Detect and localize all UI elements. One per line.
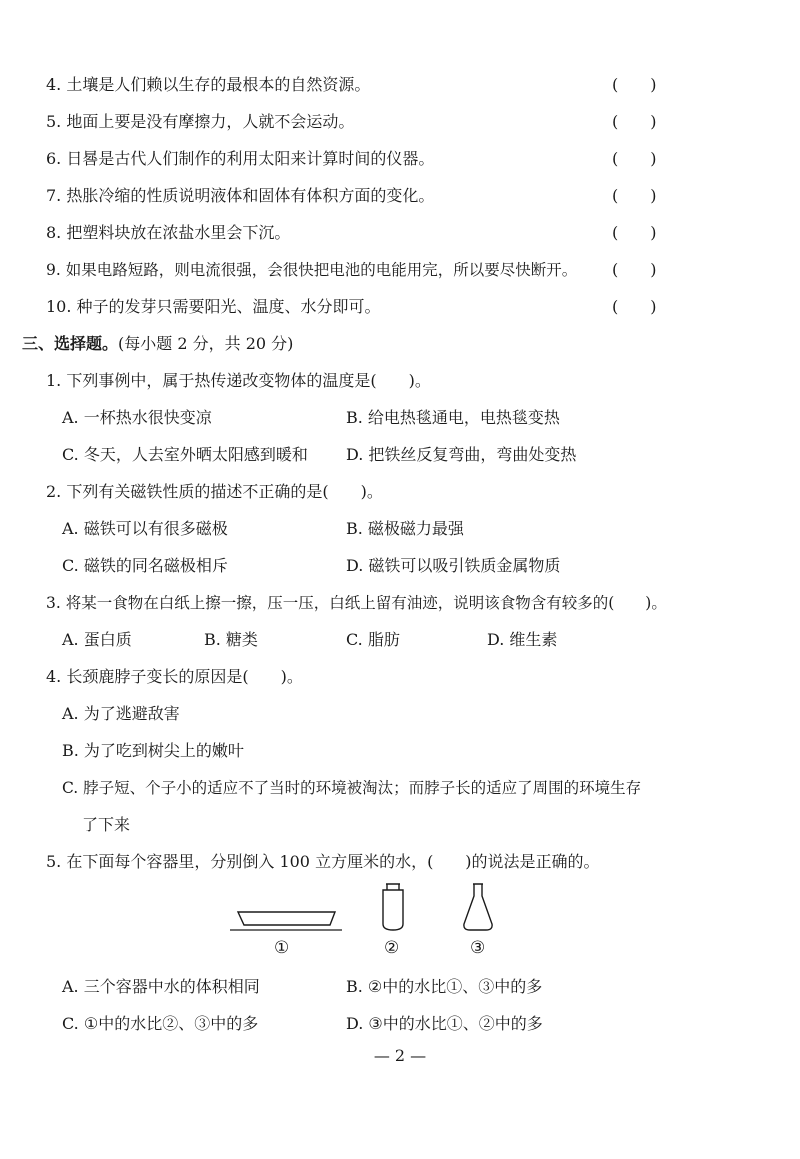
- section-3-title: 三、选择题。: [22, 334, 119, 353]
- question-2-stem: 2. 下列有关磁铁性质的描述不正确的是( )。: [46, 482, 383, 501]
- figure-label-1: ①: [274, 938, 290, 958]
- question-4-stem: 4. 长颈鹿脖子变长的原因是( )。: [46, 667, 303, 686]
- answer-blank-10[interactable]: ( ): [612, 297, 657, 316]
- judge-item-4: 4. 土壤是人们赖以生存的最根本的自然资源。: [46, 75, 371, 94]
- container-figure: [230, 878, 530, 962]
- containers-drawing: [230, 878, 530, 938]
- q3-option-b[interactable]: B. 糖类: [204, 630, 258, 649]
- q1-option-a[interactable]: A. 一杯热水很快变凉: [62, 408, 212, 427]
- q1-option-d[interactable]: D. 把铁丝反复弯曲，弯曲处变热: [346, 445, 577, 464]
- q4-option-b[interactable]: B. 为了吃到树尖上的嫩叶: [62, 741, 244, 760]
- question-3-stem: 3. 将某一食物在白纸上擦一擦，压一压，白纸上留有油迹，说明该食物含有较多的( )。: [46, 594, 667, 612]
- q5-option-d[interactable]: D. ③中的水比①、②中的多: [346, 1014, 543, 1033]
- q2-option-d[interactable]: D. 磁铁可以吸引铁质金属物质: [346, 556, 561, 575]
- q5-option-a[interactable]: A. 三个容器中水的体积相同: [62, 977, 260, 996]
- q1-option-b[interactable]: B. 给电热毯通电，电热毯变热: [346, 408, 560, 427]
- answer-blank-7[interactable]: ( ): [612, 186, 657, 205]
- judge-item-8: 8. 把塑料块放在浓盐水里会下沉。: [46, 223, 291, 242]
- judge-item-6: 6. 日晷是古代人们制作的利用太阳来计算时间的仪器。: [46, 149, 435, 168]
- q2-option-b[interactable]: B. 磁极磁力最强: [346, 519, 464, 538]
- q5-option-b[interactable]: B. ②中的水比①、③中的多: [346, 977, 543, 996]
- answer-blank-6[interactable]: ( ): [612, 149, 657, 168]
- answer-blank-9[interactable]: ( ): [612, 260, 657, 279]
- page-number: — 2 —: [373, 1046, 427, 1065]
- q5-option-c[interactable]: C. ①中的水比②、③中的多: [62, 1014, 259, 1033]
- container-2-shape: [383, 884, 403, 930]
- q1-option-c[interactable]: C. 冬天，人去室外晒太阳感到暖和: [62, 445, 308, 464]
- q3-option-a[interactable]: A. 蛋白质: [62, 630, 132, 649]
- judge-item-10: 10. 种子的发芽只需要阳光、温度、水分即可。: [46, 297, 381, 316]
- judge-item-9: 9. 如果电路短路，则电流很强，会很快把电池的电能用完，所以要尽快断开。: [46, 261, 578, 279]
- container-1-shape: [238, 912, 335, 925]
- q4-option-a[interactable]: A. 为了逃避敌害: [62, 704, 180, 723]
- q3-option-d[interactable]: D. 维生素: [487, 630, 558, 649]
- q4-option-c-continued: 了下来: [82, 815, 131, 834]
- q3-option-c[interactable]: C. 脂肪: [346, 630, 400, 649]
- question-1-stem: 1. 下列事例中，属于热传递改变物体的温度是( )。: [46, 371, 431, 390]
- answer-blank-4[interactable]: ( ): [612, 75, 657, 94]
- answer-blank-5[interactable]: ( ): [612, 112, 657, 131]
- q4-option-c[interactable]: C. 脖子短、个子小的适应不了当时的环境被淘汰；而脖子长的适应了周围的环境生存: [62, 779, 642, 797]
- judge-item-5: 5. 地面上要是没有摩擦力，人就不会运动。: [46, 112, 355, 131]
- answer-blank-8[interactable]: ( ): [612, 223, 657, 242]
- container-3-shape: [464, 884, 492, 930]
- section-3-note: (每小题 2 分，共 20 分): [118, 334, 294, 353]
- q2-option-a[interactable]: A. 磁铁可以有很多磁极: [62, 519, 228, 538]
- q2-option-c[interactable]: C. 磁铁的同名磁极相斥: [62, 556, 228, 575]
- figure-label-3: ③: [470, 938, 486, 958]
- question-5-stem: 5. 在下面每个容器里，分别倒入 100 立方厘米的水，( )的说法是正确的。: [46, 852, 600, 871]
- section-3-heading: [22, 333, 293, 355]
- judge-item-7: 7. 热胀冷缩的性质说明液体和固体有体积方面的变化。: [46, 186, 435, 205]
- figure-label-2: ②: [384, 938, 400, 958]
